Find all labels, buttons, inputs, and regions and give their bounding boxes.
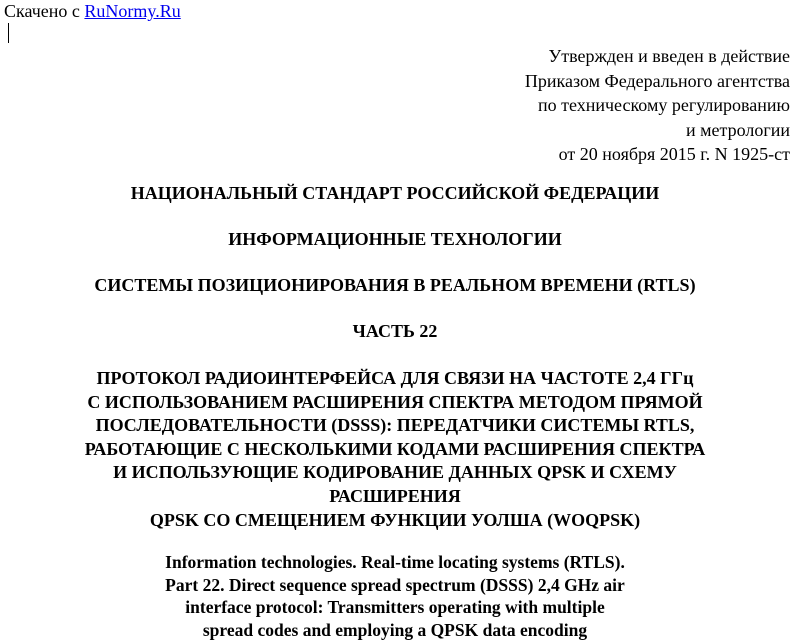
standard-heading: НАЦИОНАЛЬНЫЙ СТАНДАРТ РОССИЙСКОЙ ФЕДЕРАЦИИ bbox=[130, 183, 660, 203]
title-line: РАБОТАЮЩИЕ С НЕСКОЛЬКИМИ КОДАМИ РАСШИРЕНИЯ СПЕКТРА bbox=[84, 438, 706, 459]
runormy-link[interactable]: RuNormy.Ru bbox=[84, 1, 181, 21]
approval-line: и метрологии bbox=[686, 119, 790, 140]
english-title bbox=[0, 551, 790, 641]
approval-line: по техническому регулированию bbox=[537, 95, 790, 115]
english-title-line: interface protocol: Transmitters operating with multiple bbox=[185, 597, 605, 618]
source-prefix: Скачено с bbox=[4, 1, 80, 21]
title-line: С ИСПОЛЬЗОВАНИЕМ РАСШИРЕНИЯ СПЕКТРА МЕТОДОМ ПРЯМОЙ bbox=[87, 391, 703, 412]
approval-line: Утвержден и введен в действие bbox=[548, 46, 790, 66]
title-line: QPSK СО СМЕЩЕНИЕМ ФУНКЦИИ УОЛША (WOQPSK) bbox=[149, 509, 641, 530]
title-line: РАСШИРЕНИЯ bbox=[329, 485, 461, 506]
title-line: И ИСПОЛЬЗУЮЩИЕ КОДИРОВАНИЕ ДАННЫХ QPSK И СХЕМУ bbox=[113, 462, 677, 483]
source-line bbox=[4, 0, 181, 22]
part-heading: ЧАСТЬ 22 bbox=[352, 321, 438, 341]
english-title-line: Information technologies. Real-time locating systems (RTLS). bbox=[165, 552, 625, 572]
approval-line: от 20 ноября 2015 г. N 1925-ст bbox=[558, 144, 790, 164]
title-line: ПОСЛЕДОВАТЕЛЬНОСТИ (DSSS): ПЕРЕДАТЧИКИ СИСТЕМЫ RTLS, bbox=[95, 415, 695, 436]
document-title bbox=[0, 367, 790, 532]
approval-block bbox=[370, 44, 790, 167]
rtls-heading: СИСТЕМЫ ПОЗИЦИОНИРОВАНИЯ В РЕАЛЬНОМ ВРЕМЕНИ (RTLS) bbox=[94, 275, 696, 295]
it-heading: ИНФОРМАЦИОННЫЕ ТЕХНОЛОГИИ bbox=[228, 229, 562, 249]
english-title-line: spread codes and employing a QPSK data encoding bbox=[202, 619, 588, 640]
english-title-line: Part 22. Direct sequence spread spectrum (DSSS) 2,4 GHz air bbox=[165, 574, 625, 595]
text-cursor bbox=[8, 23, 9, 43]
approval-line: Приказом Федерального агентства bbox=[524, 70, 790, 91]
title-line: ПРОТОКОЛ РАДИОИНТЕРФЕЙСА ДЛЯ СВЯЗИ НА ЧАСТОТЕ 2,4 ГГц bbox=[96, 368, 694, 388]
